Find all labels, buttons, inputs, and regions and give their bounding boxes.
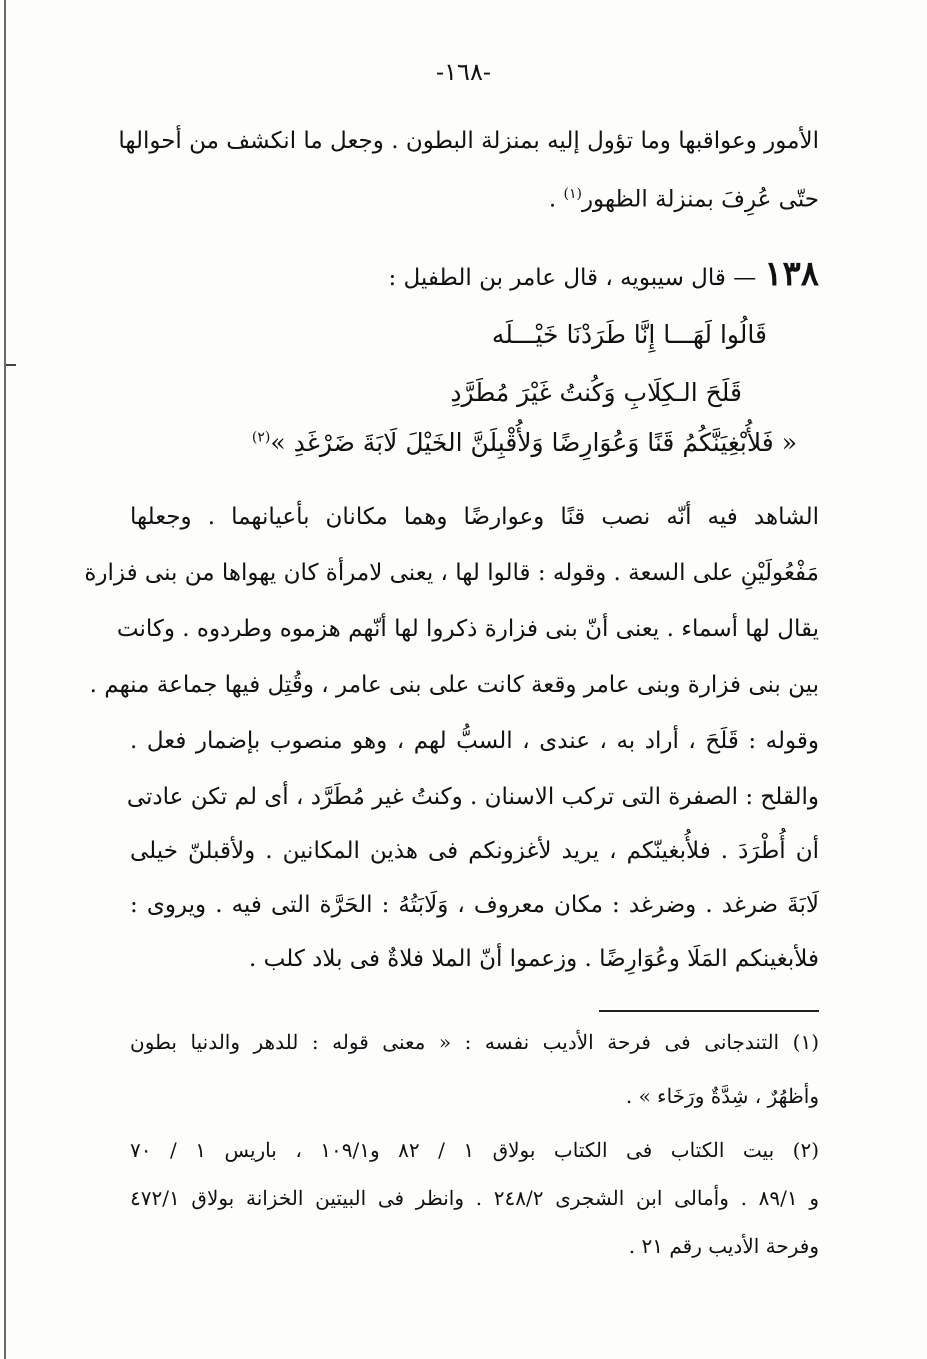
footnote-separator xyxy=(599,1010,819,1012)
section-number: ١٣٨ xyxy=(764,254,819,294)
body-line-1: الشاهد فيه أنّه نصب قنًا وعوارضًا وهما مكانان بأعيانهما . وجعلها xyxy=(130,504,819,530)
verse-line-2: قَلَحَ الـكِلَابِ وَكُنتُ غَيْرَ مُطَرَّدِ xyxy=(450,378,742,407)
intro-line-2-end: . xyxy=(548,186,557,213)
verse-line-1: قَالُوا لَهَـــا إِنَّا طَرَدْنَا خَيْـــلَه xyxy=(491,320,767,349)
footnote-2-marker: (٢) xyxy=(792,1138,820,1162)
intro-line-2 xyxy=(549,186,819,214)
footnote-2-text-1: بيت الكتاب فى الكتاب بولاق ١ / ٨٢ و١٠٩/١ ، باريس ١ / ٧٠ xyxy=(130,1138,775,1162)
footnote-1-line-2: وأظهُرٌ ، شِدَّةٌ ورَخَاء » . xyxy=(625,1084,819,1108)
body-line-2: مَفْعُولَيْنِ على السعة . وقوله : قالوا لها ، يعنى لامرأة كان يهواها من بنى فزارة xyxy=(84,560,819,586)
footnote-2-line-1 xyxy=(130,1138,819,1162)
page-number: -١٦٨- xyxy=(436,58,491,86)
body-line-8: لَابَةَ ضرغد . وضرغد : مكان معروف ، وَلَابَتُهُ : الحَرَّة التى فيه . ويروى : xyxy=(130,892,819,918)
footnote-2-line-2: و ٨٩/١ . وأمالى ابن الشجرى ٢٤٨/٢ . وانظر فى البيتين الخزانة بولاق ٤٧٢/١ xyxy=(130,1186,820,1210)
verse-line-3-text: « فَلأُبْغِيَنَّكُمُ قَنًا وَعُوَارِضًا وَلأُقْبِلَنَّ الخَيْلَ لَابَةَ ضَرْغَدِ » xyxy=(270,428,797,457)
body-line-4: بين بنى فزارة وبنى عامر وقعة كانت على بنى عامر ، وقُتِل فيها جماعة منهم . xyxy=(89,672,819,698)
intro-line-2-text: حتّى عُرِفَ بمنزلة الظهور xyxy=(581,186,819,213)
page-edge-mark xyxy=(6,364,16,366)
body-line-6: والقلح : الصفرة التى تركب الاسنان . وكنتُ غير مُطَرَّد ، أى لم تكن عادتى xyxy=(126,784,819,810)
section-heading xyxy=(388,254,819,295)
body-line-7: أن أُطْرَدَ . فلأُبغينّكم ، يريد لأغزونكم فى هذين المكانين . ولأقبلنّ خيلى xyxy=(130,838,819,864)
body-line-3: يقال لها أسماء . يعنى أنّ بنى فزارة ذكروا لها أنّهم هزموه وطردوه . وكانت xyxy=(116,616,819,642)
footnote-1-text-1: التندجانى فى فرحة الأديب نفسه : « معنى قوله : للدهر والدنيا بطون xyxy=(130,1030,780,1054)
footnote-marker-1: (١) xyxy=(563,186,582,202)
footnote-2-line-3: وفرحة الأديب رقم ٢١ . xyxy=(628,1234,819,1258)
footnote-1-line-1 xyxy=(130,1030,819,1054)
section-heading-text: — قال سيبويه ، قال عامر بن الطفيل : xyxy=(388,265,757,291)
body-line-9: فلأبغينكم المَلَا وعُوَارِضًا . وزعموا أنّ الملا فلاةٌ فى بلاد كلب . xyxy=(249,946,819,972)
intro-line-1: الأمور وعواقبها وما تؤول إليه بمنزلة البطون . وجعل ما انكشف من أحوالها xyxy=(118,128,819,154)
footnote-marker-2: (٢) xyxy=(251,429,271,446)
body-line-5: وقوله : قَلَحَ ، أراد به ، عندى ، السبُّ لهم ، وهو منصوب بإضمار فعل . xyxy=(130,728,819,754)
page-edge-line xyxy=(4,0,6,1359)
footnote-1-marker: (١) xyxy=(792,1030,819,1054)
verse-line-3 xyxy=(252,428,797,458)
